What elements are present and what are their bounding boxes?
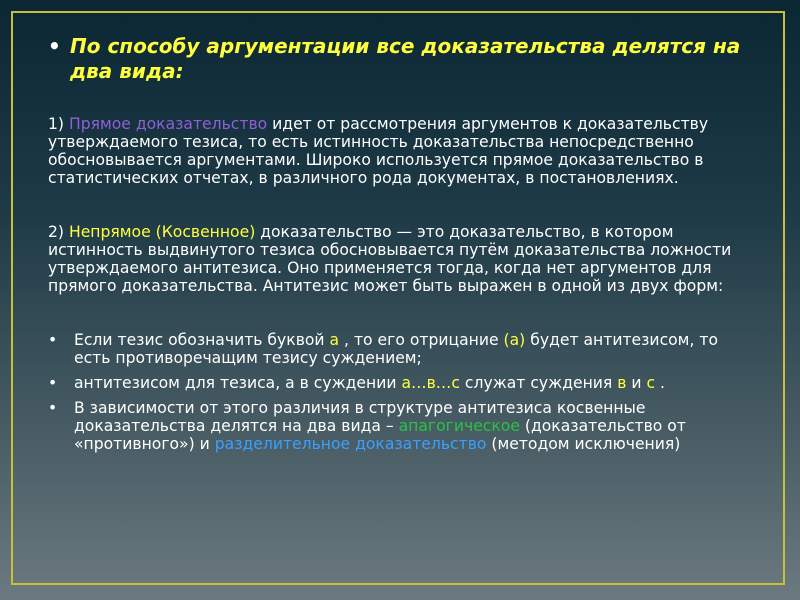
term-indirect-proof: Непрямое (Косвенное) (68, 223, 256, 241)
list-item (48, 374, 756, 392)
bullet-icon: • (48, 34, 61, 58)
list-item (48, 331, 756, 367)
slide-content (48, 34, 756, 460)
item3-text-a: В зависимости от этого различия в структуре антитезиса косвенные доказательства делятся на два вида – (74, 399, 646, 435)
term-apagogic: апагогическое (398, 417, 520, 435)
item1-text-b: , то его отрицание (339, 331, 504, 349)
item1-text-c: будет антитезисом, то есть противоречащим тезису суждением; (74, 331, 718, 367)
item2-highlight-b: в (617, 374, 627, 392)
paragraph-direct-proof (48, 115, 756, 187)
bullet-icon: • (48, 399, 58, 417)
item2-highlight-c: с (646, 374, 656, 392)
item2-text-a: антитезисом для тезиса, а в суждении (74, 374, 402, 392)
p1-number: 1) (48, 115, 69, 133)
item1-highlight-not-a: (а) (503, 331, 526, 349)
p2-text: доказательство — это доказательство, в котором истинность выдвинутого тезиса обосновывается путём доказательства ложности утверждаемого антитезиса. Оно применяется тогда, когда нет аргументов для прямого доказательства. Антитезис может быть выражен в одной из двух форм: (48, 223, 732, 295)
item2-highlight-abc: а…в…с (401, 374, 460, 392)
item2-text-b: служат суждения (459, 374, 618, 392)
item1-text-a: Если тезис обозначить буквой (74, 331, 330, 349)
item3-text-b: (доказательство от «противного») и (74, 417, 686, 453)
item1-highlight-a: а (329, 331, 340, 349)
term-disjunctive-proof: разделительное доказательство (214, 435, 487, 453)
bullet-icon: • (48, 331, 58, 349)
heading-text: По способу аргументации все доказательства делятся на два вида: (70, 34, 741, 83)
list-item (48, 399, 756, 453)
term-direct-proof: Прямое доказательство (68, 115, 268, 133)
paragraph-indirect-proof (48, 223, 756, 295)
p1-text: идет от рассмотрения аргументов к доказательству утверждаемого тезиса, то есть истинность доказательства непосредственно обосновывается аргументами. Широко используется прямое доказательство в статистических отчетах, в различного рода документах, в постановлениях. (48, 115, 709, 187)
p2-number: 2) (48, 223, 69, 241)
bullet-icon: • (48, 374, 58, 392)
antithesis-list (48, 331, 756, 453)
item3-text-c: (методом исключения) (486, 435, 681, 453)
item2-text-d: . (655, 374, 665, 392)
slide-heading (48, 34, 756, 84)
item2-text-c: и (626, 374, 647, 392)
